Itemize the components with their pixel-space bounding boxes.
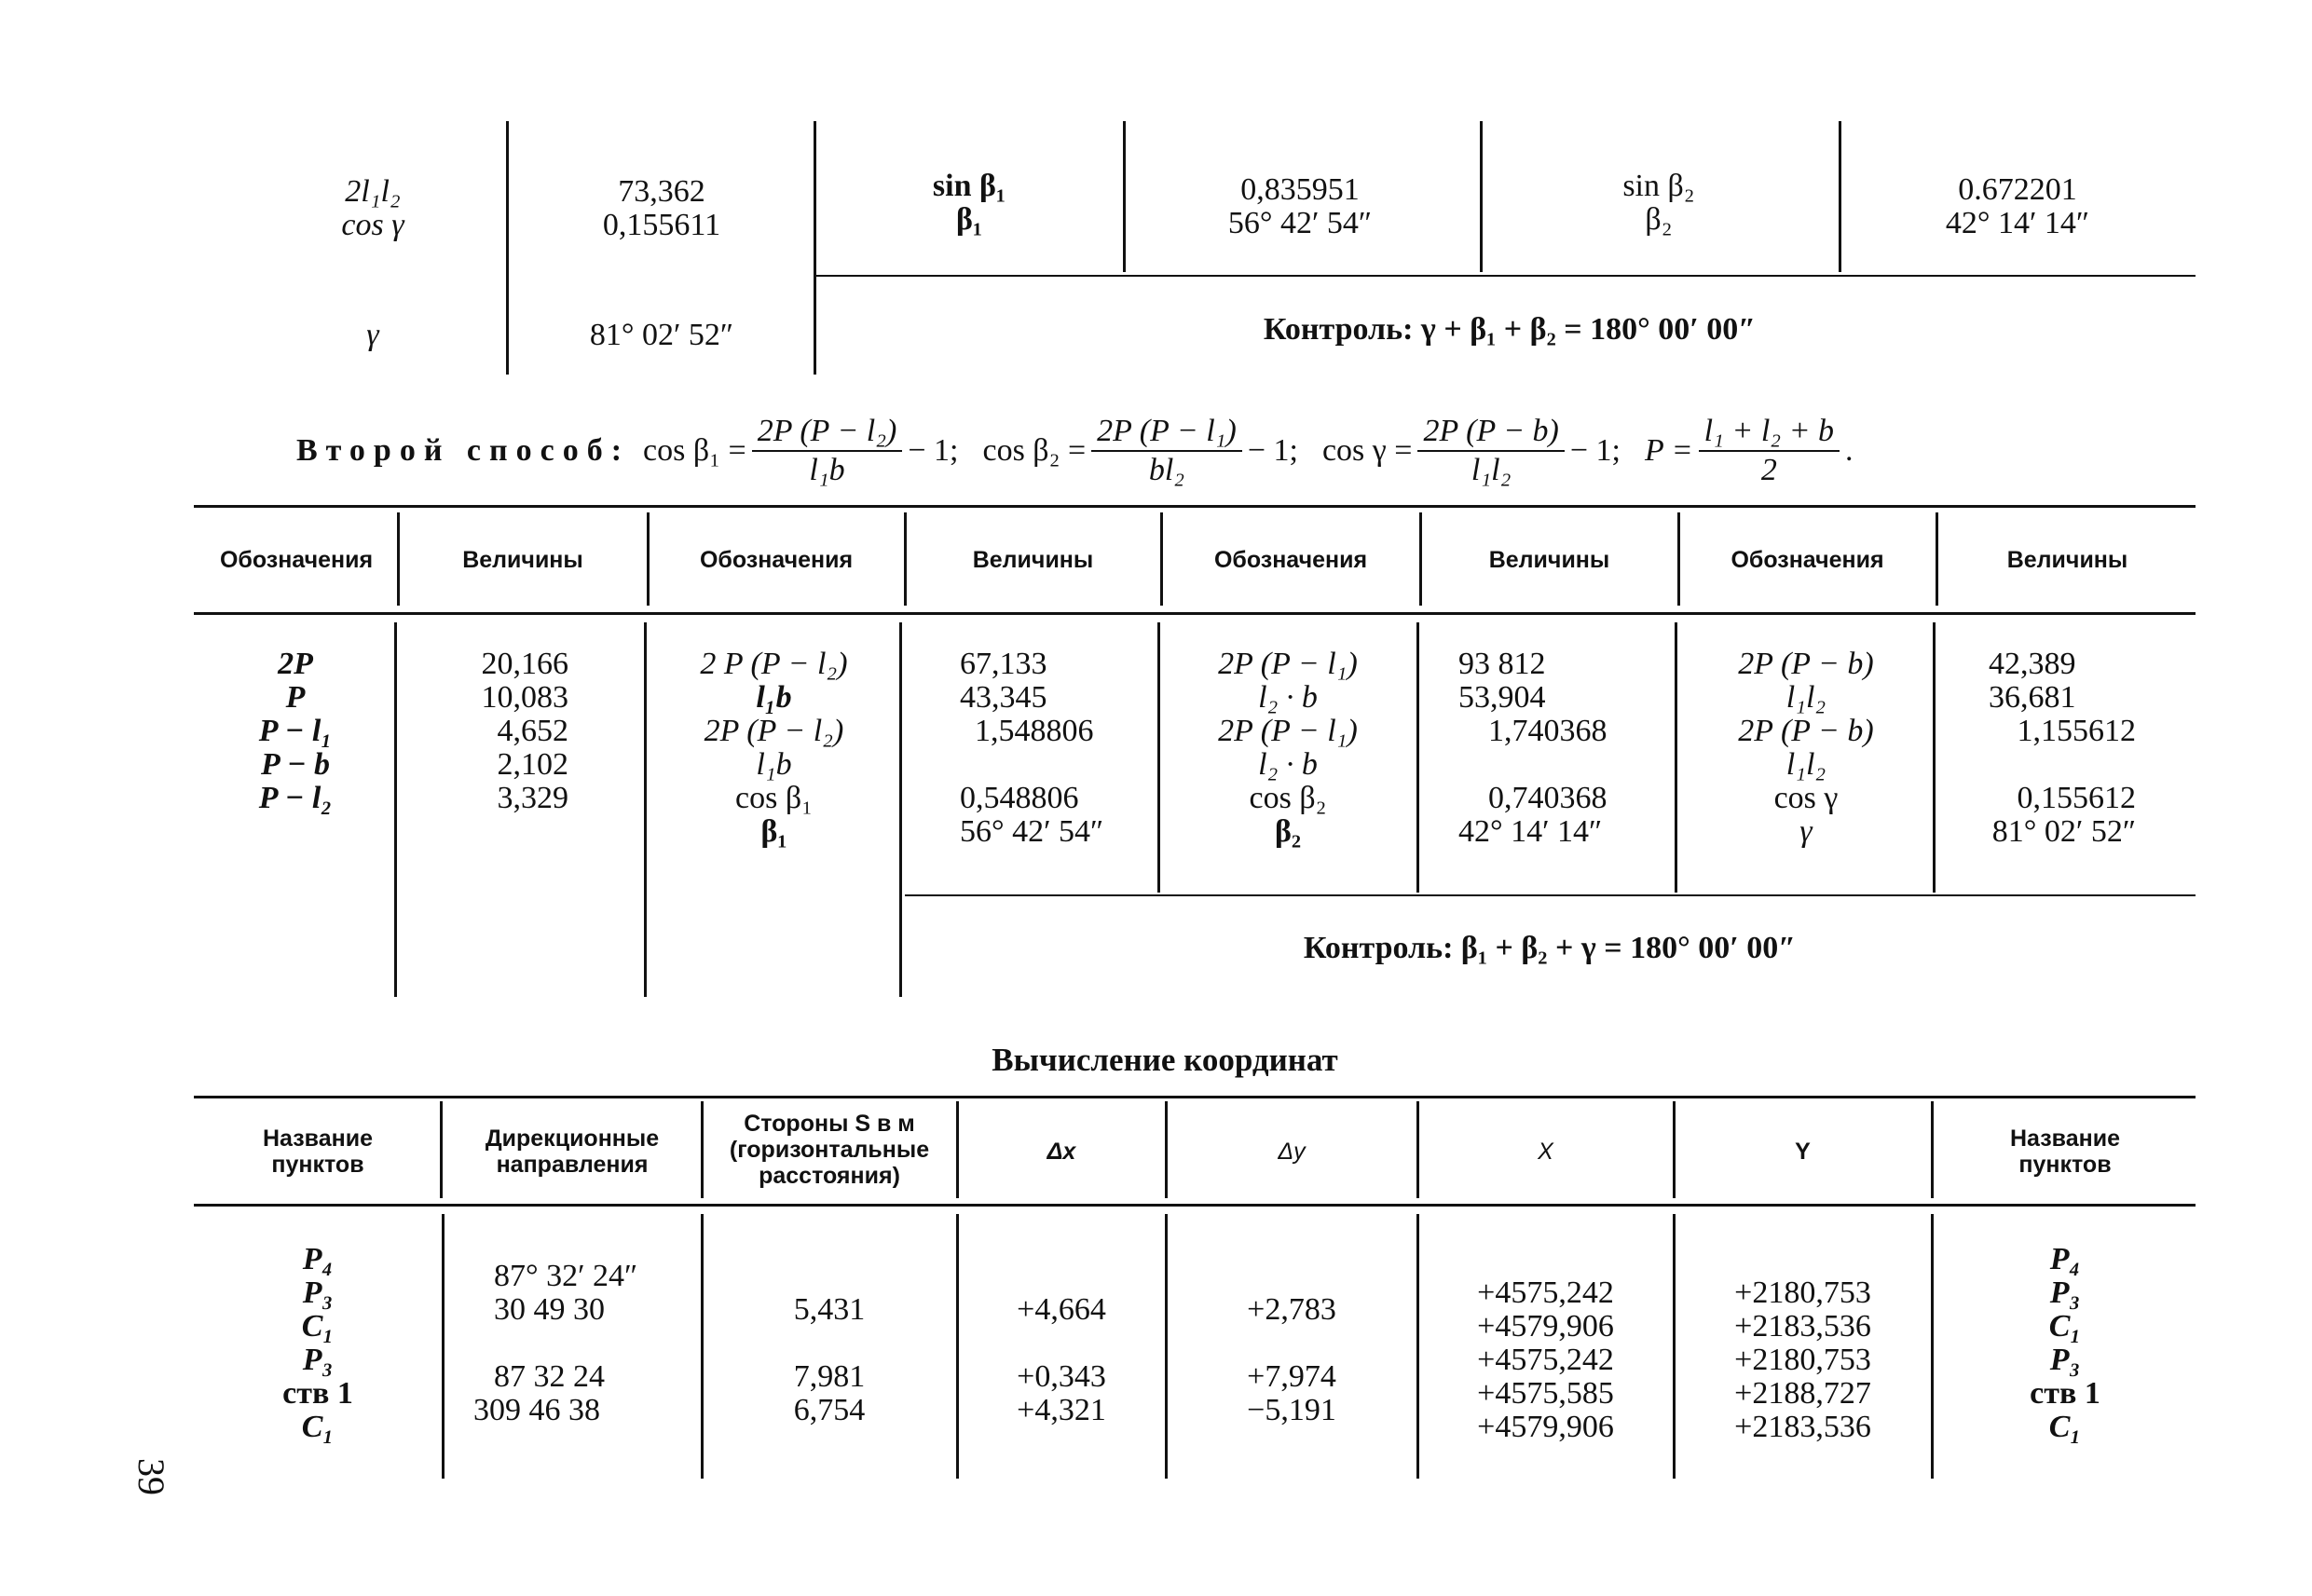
top-table-divider — [506, 121, 509, 375]
coord-point: ств 1 — [282, 1376, 353, 1411]
coord-table-divider — [1673, 1101, 1676, 1198]
second-header-cell: Величины — [462, 547, 583, 573]
coord-table-divider — [440, 1101, 443, 1198]
coord-header-sides — [705, 1111, 954, 1189]
coord-y — [1676, 1276, 1929, 1444]
second-col1-line: P — [285, 680, 306, 715]
second-col8-line: 0,155612 — [2017, 781, 2136, 815]
top-col6-line: 0.672201 — [1958, 172, 2077, 207]
second-col3 — [650, 648, 897, 849]
formula-line — [296, 404, 2207, 498]
coord-header-x: X — [1538, 1139, 1553, 1165]
coord-dx-value: +0,343 — [1017, 1359, 1106, 1394]
top-table-divider — [814, 121, 816, 375]
second-col2-line: 10,083 — [481, 680, 568, 715]
second-col6 — [1458, 648, 1673, 849]
second-col1-line: P − b — [260, 747, 331, 782]
coord-header-line: пунктов — [271, 1152, 364, 1178]
coord-point: P₃ — [302, 1275, 334, 1310]
coord-point: C₁ — [2048, 1410, 2082, 1444]
coord-x-value: +4575,585 — [1477, 1376, 1614, 1411]
second-col5-line: cos β₂ — [1249, 781, 1327, 815]
coord-header-line: расстояния) — [759, 1163, 900, 1189]
coord-header-line: (горизонтальные — [729, 1137, 930, 1163]
coord-header-line: пунктов — [2018, 1152, 2112, 1178]
second-table-divider — [1419, 512, 1422, 606]
top-control: Контроль: γ + β₁ + β₂ = 180° 00′ 00″ — [1263, 312, 1757, 347]
top-col4-line: 56° 42′ 54″ — [1227, 206, 1373, 240]
second-col3-line: l₁b — [756, 680, 792, 715]
second-col7-line: l₁l₂ — [1785, 747, 1826, 782]
coord-header-line: Название — [2009, 1125, 2120, 1152]
coord-point: P₄ — [2049, 1242, 2081, 1276]
coord-header-directions — [445, 1125, 699, 1178]
coord-table-top-rule — [194, 1096, 2196, 1098]
top-col2 — [522, 175, 801, 242]
coord-table-divider — [1416, 1101, 1419, 1198]
second-col2-line: 2,102 — [497, 747, 568, 782]
coord-x-value: +4575,242 — [1477, 1275, 1614, 1310]
second-table-divider — [1677, 512, 1680, 606]
coord-direction: 87° 32′ 24″ — [494, 1259, 638, 1293]
formula-denominator: bl₂ — [1148, 453, 1185, 487]
second-col4-line: 67,133 — [960, 647, 1047, 681]
coord-sides — [705, 1293, 954, 1427]
coord-points-right — [1935, 1243, 2196, 1444]
coord-table-divider — [1165, 1101, 1168, 1198]
coord-dy — [1169, 1293, 1415, 1427]
second-col6-line: 93 812 — [1458, 647, 1546, 681]
coord-x-value: +4579,906 — [1477, 1309, 1614, 1344]
coord-direction — [473, 1327, 697, 1360]
second-col7-line: 2P (P − b) — [1738, 647, 1874, 681]
formula-numerator: 2P (P − l₂) — [752, 413, 903, 452]
coord-y-value: +2180,753 — [1734, 1343, 1871, 1377]
top-col3-line: sin β₁ — [932, 169, 1006, 203]
second-table-divider — [644, 622, 647, 997]
second-table-top-rule — [194, 505, 2196, 508]
formula-cos-b2-lhs: cos β₂ = — [982, 433, 1087, 468]
second-col3-line: cos β₁ — [735, 781, 813, 815]
coord-dy-value: +2,783 — [1247, 1292, 1336, 1327]
coord-y-value: +2183,536 — [1734, 1309, 1871, 1344]
second-col4-line: 56° 42′ 54″ — [960, 814, 1104, 849]
second-col3-line: 2P (P − l₂) — [704, 714, 844, 748]
top-col1 — [261, 175, 485, 242]
formula-cos-g-fraction — [1417, 413, 1564, 489]
coord-dx-value: +4,664 — [1017, 1292, 1106, 1327]
formula-cos-b1-fraction — [752, 413, 903, 489]
coord-point: C₁ — [2048, 1309, 2082, 1344]
second-col1-line: P − l₁ — [258, 714, 333, 748]
top-col4 — [1137, 173, 1463, 240]
second-col4-line: 0,548806 — [960, 781, 1079, 815]
second-col2-line: 4,652 — [497, 714, 568, 748]
second-table-control-rule — [905, 894, 2196, 896]
top-col1-line: 2l₁l₂ — [345, 174, 401, 209]
second-table-divider — [397, 512, 400, 606]
coord-dx-value: +4,321 — [1017, 1393, 1106, 1427]
second-col8-line: 36,681 — [1989, 680, 2076, 715]
coord-header-line: Название — [262, 1125, 373, 1152]
coord-point: ств 1 — [2030, 1376, 2100, 1411]
second-header-cell: Величины — [2006, 547, 2128, 573]
coord-x-value: +4579,906 — [1477, 1410, 1614, 1444]
second-col5-line: l₂ · b — [1258, 680, 1318, 715]
second-col5 — [1161, 648, 1415, 849]
second-col6-line: 53,904 — [1458, 680, 1546, 715]
second-header-cell: Обозначения — [219, 547, 374, 573]
coord-dy-value: +7,974 — [1247, 1359, 1336, 1394]
coord-table-title: Вычисление координат — [992, 1042, 1338, 1078]
top-col5 — [1496, 170, 1822, 237]
coord-point: C₁ — [301, 1410, 335, 1444]
coord-table-divider — [956, 1101, 959, 1198]
top-col6-line: 42° 14′ 14″ — [1945, 206, 2090, 240]
coord-table-header-rule — [194, 1204, 2196, 1207]
coord-header-dy: Δy — [1278, 1139, 1306, 1165]
formula-tail: − 1; — [1569, 433, 1621, 468]
second-col7-line: 2P (P − b) — [1738, 714, 1874, 748]
coord-table-divider — [442, 1214, 445, 1479]
coord-x — [1420, 1276, 1671, 1444]
coord-side: 6,754 — [793, 1393, 866, 1427]
top-gamma-value: 81° 02′ 52″ — [589, 318, 734, 352]
coord-header-points-right — [1935, 1125, 2196, 1178]
top-table-divider — [1839, 121, 1841, 272]
formula-cos-b1-lhs: cos β₁ = — [643, 433, 746, 468]
top-table-divider — [1123, 121, 1126, 272]
second-table-divider — [647, 512, 650, 606]
formula-tail: − 1; — [1247, 433, 1298, 468]
coord-direction: 87 32 24 — [494, 1359, 605, 1394]
coord-header-y: Y — [1795, 1139, 1811, 1165]
page-number: 39 — [130, 1458, 172, 1495]
second-col4-line: 1,548806 — [975, 714, 1094, 748]
second-header-cell: Обозначения — [1731, 547, 1884, 573]
second-table-divider — [1933, 622, 1936, 893]
second-col3-line: 2 P (P − l₂) — [700, 647, 848, 681]
second-table-divider — [394, 622, 397, 997]
formula-tail: − 1; — [908, 433, 959, 468]
second-table-divider — [1160, 512, 1163, 606]
coord-header-line: Дирекционные — [485, 1125, 660, 1152]
top-gamma-label: γ — [366, 318, 379, 352]
second-col8 — [1940, 648, 2136, 849]
coord-table-divider — [1931, 1214, 1934, 1479]
second-table-divider — [899, 622, 902, 997]
top-col6 — [1854, 173, 2181, 240]
second-header-cell: Величины — [1488, 547, 1610, 573]
second-table-divider — [1936, 512, 1938, 606]
second-col8-line — [1940, 748, 2136, 782]
second-col6-line: 0,740368 — [1488, 781, 1607, 815]
coord-y-value: +2183,536 — [1734, 1410, 1871, 1444]
second-col7-line: l₁l₂ — [1785, 680, 1826, 715]
formula-tail: . — [1845, 433, 1854, 468]
top-col5-line: sin β₂ — [1622, 169, 1695, 203]
coord-table-divider — [956, 1214, 959, 1479]
coord-direction: 30 49 30 — [494, 1292, 605, 1327]
second-col6-line: 42° 14′ 14″ — [1458, 814, 1603, 849]
second-col6-line: 1,740368 — [1488, 714, 1607, 748]
coord-direction: 309 46 38 — [473, 1393, 600, 1427]
coord-table-divider — [1931, 1101, 1934, 1198]
second-table-divider — [1157, 622, 1160, 893]
second-col7-line: γ — [1799, 814, 1813, 849]
formula-numerator: 2P (P − b) — [1417, 413, 1564, 452]
top-col2-line: 73,362 — [618, 174, 705, 209]
second-col2-line: 20,166 — [481, 647, 568, 681]
formula-p-fraction — [1699, 413, 1840, 489]
coord-point: P₄ — [302, 1242, 334, 1276]
formula-label: Второй способ: — [296, 433, 631, 468]
formula-denominator: 2 — [1760, 453, 1777, 487]
second-col8-line: 1,155612 — [2017, 714, 2136, 748]
second-col5-line: β₂ — [1274, 814, 1302, 849]
second-header-cell: Обозначения — [699, 547, 854, 573]
second-col2-line: 3,329 — [497, 781, 568, 815]
top-table-rule — [816, 275, 2196, 277]
top-col3 — [829, 170, 1109, 237]
second-col1-line: P − l₂ — [258, 781, 333, 815]
top-table-divider — [1480, 121, 1483, 272]
formula-p-lhs: P = — [1645, 433, 1693, 468]
second-col6-line — [1458, 748, 1673, 782]
coord-y-value: +2180,753 — [1734, 1275, 1871, 1310]
coord-table-divider — [701, 1101, 704, 1198]
second-col3-line: β₁ — [760, 814, 787, 849]
second-header-cell: Величины — [972, 547, 1094, 573]
top-col2-line: 0,155611 — [602, 208, 721, 242]
coord-dx — [960, 1293, 1163, 1427]
coord-header-dx: Δx — [1047, 1139, 1076, 1165]
coord-side: 5,431 — [793, 1292, 866, 1327]
formula-numerator: l₁ + l₂ + b — [1699, 413, 1840, 452]
top-col5-line: β₂ — [1645, 202, 1673, 237]
second-table-divider — [1416, 622, 1419, 893]
second-col7-line: cos γ — [1773, 781, 1839, 815]
top-col1-line: cos γ — [341, 208, 404, 242]
top-col3-line: β₁ — [955, 202, 983, 237]
second-col4-line — [960, 748, 1156, 782]
coord-table-divider — [1673, 1214, 1676, 1479]
coord-dy-value: −5,191 — [1247, 1393, 1336, 1427]
coord-header-line: направления — [496, 1152, 649, 1178]
coord-header-line: Стороны S в м — [744, 1111, 915, 1137]
second-col4-line: 43,345 — [960, 680, 1047, 715]
formula-cos-b2-fraction — [1091, 413, 1242, 489]
formula-denominator: l₁l₂ — [1471, 453, 1512, 487]
coord-point: P₃ — [2049, 1343, 2081, 1377]
coord-point: C₁ — [301, 1309, 335, 1344]
coord-point: P₃ — [2049, 1275, 2081, 1310]
second-col4 — [960, 648, 1156, 849]
coord-point: P₃ — [302, 1343, 334, 1377]
second-col5-line: 2P (P − l₁) — [1218, 714, 1358, 748]
second-table-header-rule — [194, 612, 2196, 615]
second-col8-line: 81° 02′ 52″ — [1991, 814, 2136, 849]
coord-points — [198, 1243, 438, 1444]
second-col2 — [401, 648, 568, 815]
coord-y-value: +2188,727 — [1734, 1376, 1871, 1411]
coord-header-points — [198, 1125, 438, 1178]
second-col5-line: l₂ · b — [1258, 747, 1318, 782]
second-header-cell: Обозначения — [1213, 547, 1368, 573]
coord-table-divider — [701, 1214, 704, 1479]
second-col3-line: l₁b — [756, 747, 792, 782]
formula-cos-g-lhs: cos γ = — [1321, 433, 1413, 468]
coord-table-divider — [1416, 1214, 1419, 1479]
coord-side: 7,981 — [793, 1359, 866, 1394]
second-control: Контроль: β₁ + β₂ + γ = 180° 00′ 00″ — [1303, 931, 1797, 965]
second-table-divider — [1675, 622, 1677, 893]
formula-numerator: 2P (P − l₁) — [1091, 413, 1242, 452]
coord-directions — [473, 1260, 697, 1427]
second-col1 — [198, 648, 393, 815]
second-col5-line: 2P (P − l₁) — [1218, 647, 1358, 681]
coord-table-divider — [1165, 1214, 1168, 1479]
top-col4-line: 0,835951 — [1240, 172, 1360, 207]
formula-denominator: l₁b — [809, 453, 845, 487]
coord-x-value: +4575,242 — [1477, 1343, 1614, 1377]
second-table-divider — [904, 512, 907, 606]
second-col1-line: 2P — [278, 647, 313, 681]
second-col8-line: 42,389 — [1989, 647, 2076, 681]
second-col7 — [1680, 648, 1932, 849]
